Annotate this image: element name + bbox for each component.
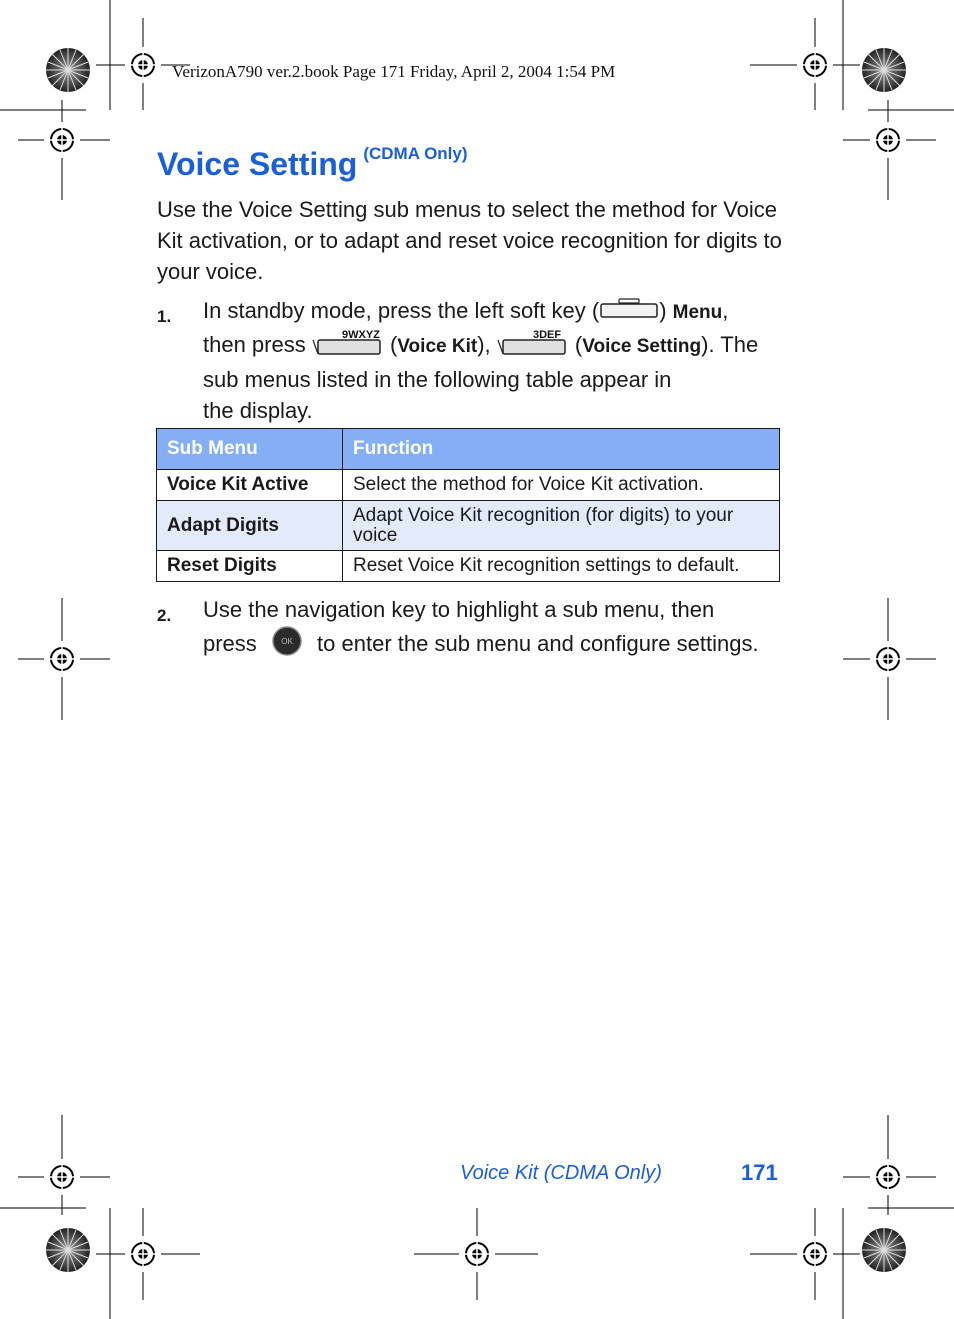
title-suffix: (CDMA Only) <box>363 144 468 163</box>
column-header: Function <box>343 429 780 470</box>
voice-setting-label: Voice Setting <box>582 335 702 357</box>
step-text-part: ) <box>659 298 673 323</box>
page-number: 171 <box>741 1160 778 1185</box>
ok-key-label: OK <box>281 637 293 646</box>
table-row <box>157 551 780 582</box>
table-cell-function: Reset Voice Kit recognition settings to default. <box>343 551 780 582</box>
key-3-label: 3DEF <box>532 329 561 341</box>
key-9-label: 9WXYZ <box>341 329 380 341</box>
ok-key-icon <box>271 625 303 665</box>
table-cell-function: Select the method for Voice Kit activation. <box>343 470 780 501</box>
table-header-row <box>157 429 780 470</box>
table-row <box>157 501 780 551</box>
step-number: 1. <box>157 307 172 326</box>
table-cell-submenu: Reset Digits <box>157 551 343 582</box>
table-cell-submenu: Adapt Digits <box>157 501 343 551</box>
step-text-part: In standby mode, press the left soft key ( <box>203 298 600 323</box>
title-main: Voice Setting <box>157 146 358 182</box>
left-soft-key-icon <box>599 297 659 328</box>
step-text-part: ). The sub menus listed in the following table appear in <box>203 331 759 392</box>
page-title <box>157 146 468 183</box>
step-text-part: , <box>722 298 729 323</box>
step-text: In standby mode, press the left soft key ( ) Menu, then press 9WXYZ (Voice Kit), 3DEF (Voice Setting). The sub menus listed in the following table appear in the display. <box>203 298 759 423</box>
key-3-def-icon <box>497 328 569 364</box>
intro-paragraph: Use the Voice Setting sub menus to select the method for Voice Kit activation, or to adapt and reset voice recognition for digits to your voice. <box>157 197 782 284</box>
step-text-part: then press <box>203 331 312 357</box>
sub-menu-table <box>156 428 780 582</box>
step-text-part: the display. <box>203 398 313 423</box>
table-cell-function: Adapt Voice Kit recognition (for digits) to your voice <box>343 501 780 551</box>
voice-kit-label: Voice Kit <box>397 335 478 357</box>
step-text-part: to enter the sub menu and configure settings. <box>317 630 759 656</box>
menu-label: Menu <box>672 302 723 323</box>
step-number: 2. <box>157 606 172 625</box>
column-header: Sub Menu <box>157 429 343 470</box>
table-row <box>157 470 780 501</box>
key-9-wxyz-icon <box>312 328 384 364</box>
footer-section-title: Voice Kit (CDMA Only) <box>460 1162 662 1184</box>
step-text-part: press <box>203 630 257 656</box>
step-text-part: Use the navigation key to highlight a sub menu, then <box>203 597 715 622</box>
table-cell-submenu: Voice Kit Active <box>157 470 343 501</box>
step-text <box>203 594 793 665</box>
book-header: VerizonA790 ver.2.book Page 171 Friday, April 2, 2004 1:54 PM <box>172 62 616 81</box>
